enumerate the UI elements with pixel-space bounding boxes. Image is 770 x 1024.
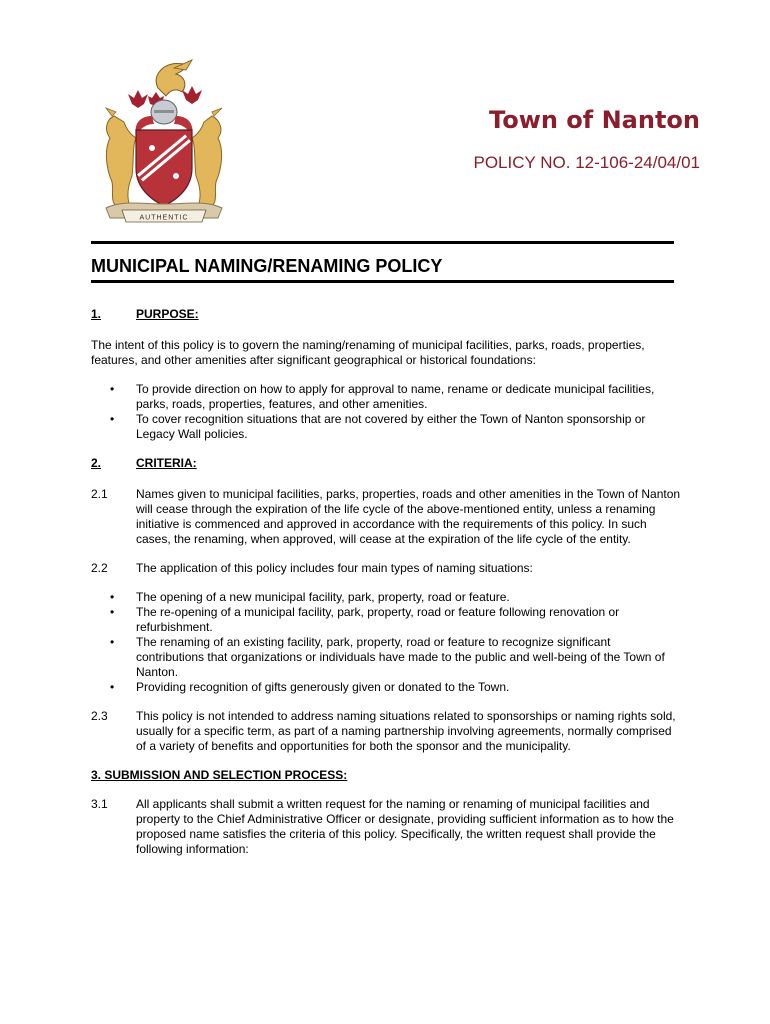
section-1-heading [91, 307, 681, 322]
fox-supporter-left [106, 116, 136, 206]
policy-title: MUNICIPAL NAMING/RENAMING POLICY [91, 256, 443, 276]
clause-text: All applicants shall submit a written request for the naming or renaming of municipal facilities and property to the Chief Administrative Officer or designate, providing sufficient information as to how the proposed name satisfies the criteria of this policy. Specifically, the written request shall provide the following information: [136, 797, 674, 856]
clause-2-1 [91, 487, 681, 547]
fox-supporter-right [192, 116, 222, 206]
title-divider-top [91, 241, 674, 244]
list-item: • The re-opening of a municipal facility, park, property, road or feature following renovation or refurbishment. [110, 605, 620, 634]
naming-situations-list [91, 590, 681, 695]
bullet-icon: • [110, 605, 115, 619]
bullet-icon: • [110, 382, 115, 396]
svg-text:AUTHENTIC: AUTHENTIC [139, 214, 189, 222]
maple-leaf-right [182, 86, 202, 104]
clause-text: The application of this policy includes four main types of naming situations: [136, 561, 533, 575]
clause-text: This policy is not intended to address naming situations related to sponsorships or naming rights sold, usually for a specific term, as part of a naming partnership involving agreements, normally comprised of a variety of benefits and opportunities for both the sponsor and the municipality. [136, 709, 676, 753]
bullet-icon: • [110, 412, 115, 426]
list-item: • To provide direction on how to apply for approval to name, rename or dedicate municipal facilities, parks, roads, properties, features, and other amenities. [110, 382, 655, 411]
section-3-heading [91, 768, 681, 783]
clause-number: 2.1 [91, 487, 108, 501]
section-2-heading [91, 456, 681, 471]
list-item: • The renaming of an existing facility, park, property, road or feature to recognize significant contributions that organizations or individuals have made to the public and well-being of the Town of Nanton. [110, 635, 665, 679]
section-number: 2. [91, 456, 102, 470]
section-label: CRITERIA: [136, 456, 197, 470]
maple-leaf-left [128, 90, 148, 108]
list-item: • The opening of a new municipal facility, park, property, road or feature. [110, 590, 510, 604]
clause-number: 2.3 [91, 709, 108, 723]
bullet-icon: • [110, 590, 115, 604]
clause-number: 2.2 [91, 561, 108, 575]
clause-number: 3.1 [91, 797, 108, 811]
clause-2-2 [91, 561, 681, 576]
list-item: • Providing recognition of gifts generously given or donated to the Town. [110, 680, 510, 694]
title-divider-bottom [91, 280, 674, 283]
bullet-icon: • [110, 635, 115, 649]
clause-3-1 [91, 797, 681, 857]
section-number: 1. [91, 307, 102, 321]
town-name: Town of Nanton [489, 106, 700, 134]
bullet-icon: • [110, 680, 115, 694]
purpose-intro: The intent of this policy is to govern the naming/renaming of municipal facilities, parks, roads, properties, features, and other amenities after significant geographical or historical foundations: [91, 338, 645, 367]
clause-text: Names given to municipal facilities, parks, properties, roads and other amenities in the Town of Nanton will cease through the expiration of the life cycle of the above-mentioned entity, unless a renaming initiative is commenced and approved in accordance with the requirements of this policy. In such cases, the renaming, when approved, will cease at the expiration of the life cycle of the entity. [136, 487, 681, 546]
town-crest-logo [92, 58, 236, 226]
policy-body [91, 307, 681, 857]
section-label: 3. SUBMISSION AND SELECTION PROCESS: [91, 768, 348, 782]
section-label: PURPOSE: [136, 307, 199, 321]
list-item: • To cover recognition situations that are not covered by either the Town of Nanton sponsorship or Legacy Wall policies. [110, 412, 646, 441]
policy-number: POLICY NO. 12-106-24/04/01 [473, 153, 700, 172]
clause-2-3 [91, 709, 681, 754]
purpose-bullet-list [91, 382, 681, 442]
